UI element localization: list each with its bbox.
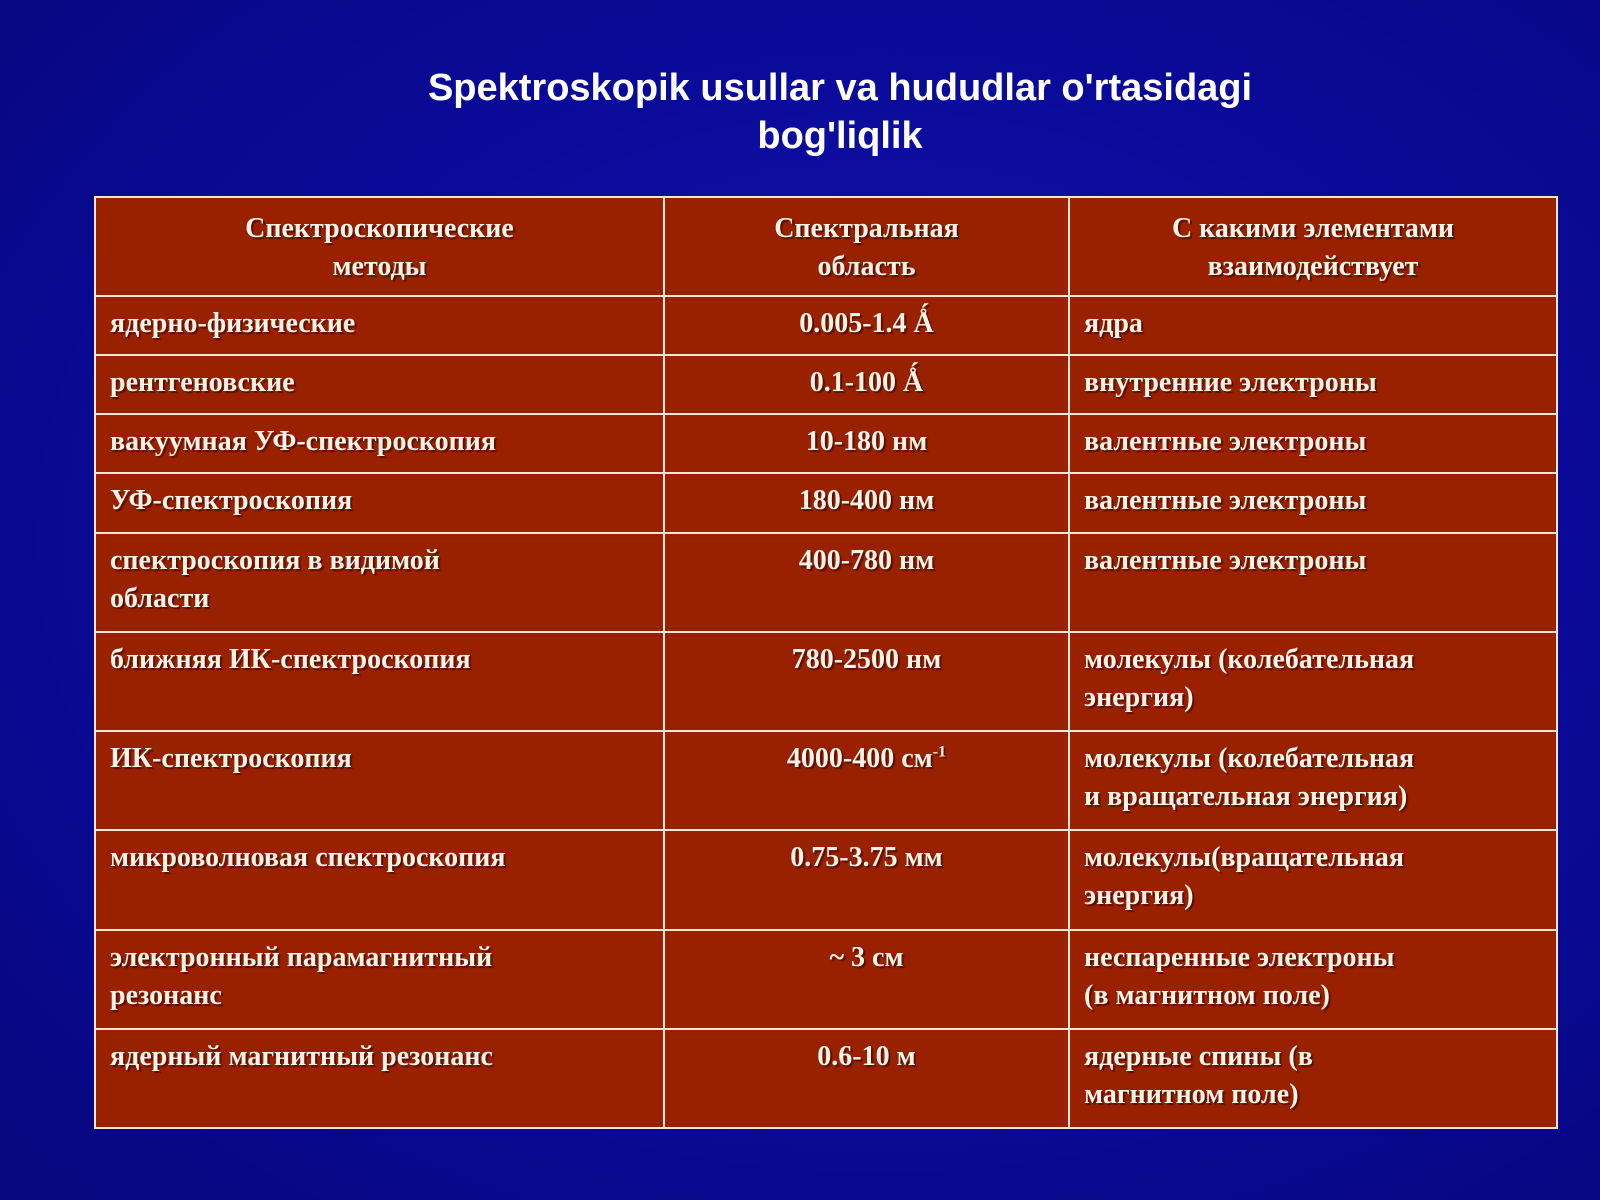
table-row — [95, 473, 1557, 532]
target-cell: валентные электроны — [1069, 533, 1557, 632]
target-cell: молекулы(вращательная энергия) — [1069, 830, 1557, 929]
table-row — [95, 830, 1557, 929]
method-cell: УФ-спектроскопия — [95, 473, 664, 532]
target-cell: внутренние электроны — [1069, 355, 1557, 414]
method-cell: вакуумная УФ-спектроскопия — [95, 414, 664, 473]
method-cell: ИК-спектроскопия — [95, 731, 664, 830]
target-cell: ядерные спины (в магнитном поле) — [1069, 1029, 1557, 1128]
table-row — [95, 632, 1557, 731]
header-interacting-elements: С какими элементами взаимодействует — [1069, 197, 1557, 296]
table-row — [95, 731, 1557, 830]
range-cell: 0.75-3.75 мм — [664, 830, 1069, 929]
spectroscopy-table — [94, 196, 1558, 1129]
table-row — [95, 414, 1557, 473]
header-methods: Спектроскопические методы — [95, 197, 664, 296]
method-cell: ядерно-физические — [95, 296, 664, 355]
range-cell — [664, 731, 1069, 830]
target-cell: ядра — [1069, 296, 1557, 355]
range-cell: 0.6-10 м — [664, 1029, 1069, 1128]
range-value: 4000-400 см — [786, 743, 933, 775]
method-cell: ядерный магнитный резонанс — [95, 1029, 664, 1128]
range-cell: ~ 3 см — [664, 930, 1069, 1029]
method-cell: рентгеновские — [95, 355, 664, 414]
table-row — [95, 1029, 1557, 1128]
target-cell: валентные электроны — [1069, 473, 1557, 532]
range-cell: 0.1-100 Ǻ — [664, 355, 1069, 414]
table-row — [95, 296, 1557, 355]
range-cell: 780-2500 нм — [664, 632, 1069, 731]
table-header-row — [95, 197, 1557, 296]
header-spectral-region: Спектральная область — [664, 197, 1069, 296]
range-cell: 10-180 нм — [664, 414, 1069, 473]
method-cell: электронный парамагнитный резонанс — [95, 930, 664, 1029]
table-row — [95, 355, 1557, 414]
table-row — [95, 533, 1557, 632]
method-cell: микроволновая спектроскопия — [95, 830, 664, 929]
target-cell: неспаренные электроны (в магнитном поле) — [1069, 930, 1557, 1029]
slide-title-line-2: bog'liqlik — [757, 115, 923, 157]
target-cell: валентные электроны — [1069, 414, 1557, 473]
range-cell: 400-780 нм — [664, 533, 1069, 632]
slide-title-line-1: Spektroskopik usullar va hududlar o'rtasidagi — [427, 67, 1253, 109]
range-cell: 0.005-1.4 Ǻ — [664, 296, 1069, 355]
method-cell: спектроскопия в видимой области — [95, 533, 664, 632]
range-exponent: -1 — [932, 743, 947, 761]
method-cell: ближняя ИК-спектроскопия — [95, 632, 664, 731]
target-cell: молекулы (колебательная и вращательная энергия) — [1069, 731, 1557, 830]
target-cell: молекулы (колебательная энергия) — [1069, 632, 1557, 731]
range-cell: 180-400 нм — [664, 473, 1069, 532]
table-row — [95, 930, 1557, 1029]
slide-title — [300, 64, 1380, 160]
